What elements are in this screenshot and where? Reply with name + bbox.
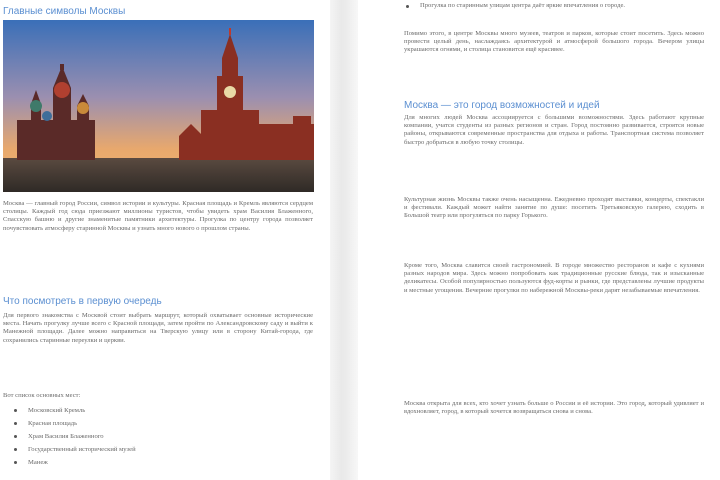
sights-list (0, 404, 320, 469)
paragraph: Кроме того, Москва славится своей гастрономией. В городе множество ресторанов и кафе с кухнями разных народов мира. Здесь можно попробовать как традиционные русские блюда, так и изысканные деликатесы. Особой популярностью пользуются фуд-корты и рынки, где представлены лучшие продукты и местные угощения. Вечерние прогулки по набережной Москвы-реки дарят незабываемые впечатления. (404, 262, 704, 294)
top-bullet-list (392, 0, 712, 10)
list-item: Прогулка по старинным улицам центра даёт яркие впечатления о городе. (392, 0, 712, 10)
intro-paragraph: Москва — главный город России, символ истории и культуры. Красная площадь и Кремль являются сердцем столицы. Каждый год сюда приезжают миллионы туристов, чтобы увидеть храм Василия Блаженного, Спасскую башню и другие знаменитые памятники архитектуры. Прогулка по центру города позволяет почувствовать атмосферу старинной Москвы и узнать много нового о прошлом страны. (3, 200, 313, 232)
section-heading-opportunities: Москва — это город возможностей и идей (404, 100, 600, 111)
photo-illustration (3, 20, 314, 192)
list-intro: Вот список основных мест: (3, 392, 81, 399)
route-paragraph: Для первого знакомства с Москвой стоит выбрать маршрут, который охватывает основные исторические места. Начать прогулку лучше всего с Красной площади, затем пройти по Александровскому саду и выйти к Манежной площади. Далее можно направиться на Тверскую улицу или в сторону Китай-города, где сохранились старинные переулки и церкви. (3, 312, 313, 344)
list-item: Государственный исторический музей (0, 443, 320, 456)
red-square-photo (3, 20, 314, 192)
left-page (0, 0, 330, 480)
list-item: Манеж (0, 456, 320, 469)
paragraph: Помимо этого, в центре Москвы много музеев, театров и парков, которые стоит посетить. Здесь можно провести целый день, наслаждаясь архитектурой и атмосферой большого города. Вечером улицы украшаются огнями, и столица становится ещё красивее. (404, 30, 704, 54)
paragraph: Культурная жизнь Москвы также очень насыщенна. Ежедневно проходят выставки, концерты, спектакли и фестивали. Каждый может найти занятие по душе: посетить Третьяковскую галерею, сходить в Большой театр или прогуляться по парку Горького. (404, 196, 704, 220)
section-heading: Главные символы Москвы (3, 6, 126, 17)
page-gutter (330, 0, 358, 480)
list-item: Храм Василия Блаженного (0, 430, 320, 443)
section-heading-what-to-see: Что посмотреть в первую очередь (3, 296, 162, 307)
paragraph: Москва открыта для всех, кто хочет узнать больше о России и её истории. Это город, который удивляет и вдохновляет, город, в который хочется возвращаться снова и снова. (404, 400, 704, 416)
right-page (358, 0, 720, 480)
paragraph: Для многих людей Москва ассоциируется с большими возможностями. Здесь работают крупные компании, учатся студенты из разных регионов и стран. Город постоянно развивается, строятся новые районы, открываются современные пространства для отдыха и работы. Транспортная система позволяет быстро добраться в любую точку столицы. (404, 114, 704, 146)
list-item: Красная площадь (0, 417, 320, 430)
list-item: Московский Кремль (0, 404, 320, 417)
